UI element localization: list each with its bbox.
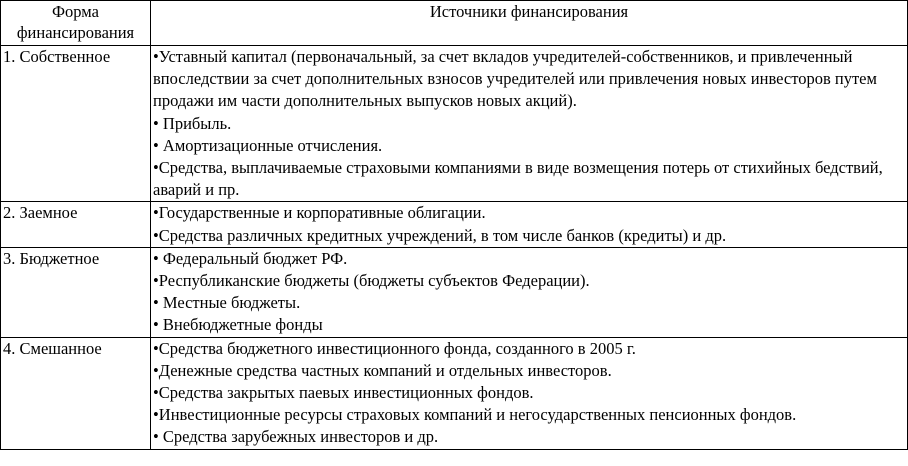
source-item: • Амортизационные отчисления. bbox=[153, 135, 383, 155]
source-item: •Инвестиционные ресурсы страховых компаний и негосударственных пенсионных фондов. bbox=[153, 405, 797, 425]
sources-cell-mixed bbox=[151, 337, 908, 449]
source-item: • Прибыль. bbox=[153, 113, 232, 133]
table-header-row bbox=[1, 1, 908, 46]
source-item: • Федеральный бюджет РФ. bbox=[153, 248, 348, 268]
table-row-mixed bbox=[1, 337, 908, 449]
source-item: •Средства различных кредитных учреждений, в том числе банков (кредиты) и др. bbox=[153, 225, 727, 245]
sources-cell-borrowed bbox=[151, 202, 908, 247]
source-item: •Средства, выплачиваемые страховыми компаниями в виде возмещения потерь от стихийных бедствий, аварий и пр. bbox=[153, 158, 883, 200]
sources-cell-own bbox=[151, 46, 908, 202]
form-cell-mixed: 4. Смешанное bbox=[1, 337, 151, 449]
form-cell-borrowed: 2. Заемное bbox=[1, 202, 151, 247]
source-item: • Внебюджетные фонды bbox=[153, 315, 323, 335]
source-item: •Государственные и корпоративные облигации. bbox=[153, 203, 486, 223]
sources-cell-budget bbox=[151, 247, 908, 337]
header-sources: Источники финансирования bbox=[151, 1, 908, 46]
table-row-own bbox=[1, 46, 908, 202]
source-item: •Денежные средства частных компаний и отдельных инвесторов. bbox=[153, 360, 612, 380]
source-item: •Уставный капитал (первоначальный, за счет вкладов учредителей-собственников, и привлеченный впоследствии за счет дополнительных взносов учредителей или привлечения новых инвесторов путем продажи им части дополнительных выпусков новых акций). bbox=[153, 47, 877, 111]
form-cell-own: 1. Собственное bbox=[1, 46, 151, 202]
source-item: •Средства бюджетного инвестиционного фонда, созданного в 2005 г. bbox=[153, 338, 636, 358]
header-form bbox=[1, 1, 151, 46]
source-item: • Местные бюджеты. bbox=[153, 293, 301, 313]
form-cell-budget: 3. Бюджетное bbox=[1, 247, 151, 337]
table-row-borrowed bbox=[1, 202, 908, 247]
source-item: •Средства закрытых паевых инвестиционных фондов. bbox=[153, 383, 534, 403]
source-item: • Средства зарубежных инвесторов и др. bbox=[153, 427, 439, 447]
header-form-line-1: Форма bbox=[52, 2, 99, 21]
source-item: •Республиканские бюджеты (бюджеты субъектов Федерации). bbox=[153, 271, 590, 291]
table-row-budget bbox=[1, 247, 908, 337]
header-form-line-2: финансирования bbox=[16, 23, 135, 42]
